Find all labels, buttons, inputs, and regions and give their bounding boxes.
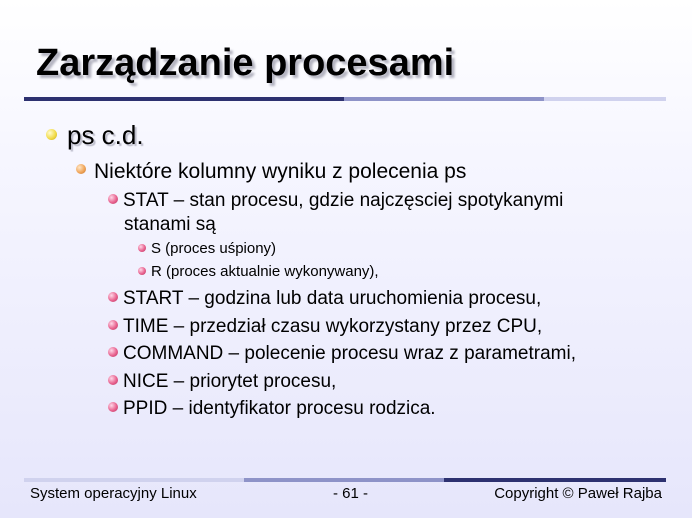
column-item — [108, 398, 436, 420]
pink-bullet-icon — [108, 347, 118, 357]
footer-course-name: System operacyjny Linux — [30, 485, 197, 502]
state-item — [138, 240, 276, 257]
bullet-level2-text: Niektóre kolumny wyniku z polecenia ps — [94, 160, 467, 183]
column-item — [108, 316, 542, 338]
state-item-text: S (proces uśpiony) — [151, 240, 277, 257]
column-item-text: COMMAND – polecenie procesu wraz z parametrami, — [123, 343, 576, 364]
orange-bullet-icon — [76, 164, 86, 174]
yellow-bullet-icon — [46, 129, 57, 140]
footer-rule-dark-segment — [444, 478, 666, 482]
footer-copyright: Copyright © Paweł Rajba — [494, 485, 662, 502]
pink-bullet-icon — [108, 194, 118, 204]
pink-bullet-icon — [108, 320, 118, 330]
bullet-stat-continuation: stanami są — [124, 214, 216, 235]
bullet-stat — [108, 190, 563, 212]
column-item-text: START – godzina lub data uruchomienia procesu, — [123, 288, 542, 309]
underline-dark-segment — [24, 97, 344, 101]
pink-bullet-icon — [108, 402, 118, 412]
column-item-text: NICE – priorytet procesu, — [123, 371, 337, 392]
bullet-stat-text: STAT – stan procesu, gdzie najczęsciej spotykanymi — [123, 190, 564, 211]
underline-mid-segment — [344, 97, 544, 101]
title-underline — [24, 97, 666, 101]
column-item — [108, 343, 576, 365]
bullet-level1 — [46, 120, 144, 151]
column-item-text: TIME – przedział czasu wykorzystany przez CPU, — [123, 316, 543, 337]
pink-bullet-icon — [138, 244, 146, 252]
state-item — [138, 263, 379, 280]
bullet-level2 — [76, 160, 466, 184]
pink-bullet-icon — [108, 375, 118, 385]
footer-rule-mid-segment — [244, 478, 444, 482]
bullet-level1-text: ps c.d. — [67, 120, 144, 150]
state-item-text: R (proces aktualnie wykonywany), — [151, 263, 379, 280]
footer-rule — [24, 478, 666, 482]
footer-rule-light-segment — [24, 478, 244, 482]
column-item-text: PPID – identyfikator procesu rodzica. — [123, 398, 436, 419]
column-item — [108, 371, 336, 393]
column-item — [108, 288, 541, 310]
footer-page-number: - 61 - — [333, 485, 369, 502]
pink-bullet-icon — [138, 267, 146, 275]
underline-light-segment — [544, 97, 666, 101]
slide-title: Zarządzanie procesami — [36, 42, 455, 84]
pink-bullet-icon — [108, 292, 118, 302]
